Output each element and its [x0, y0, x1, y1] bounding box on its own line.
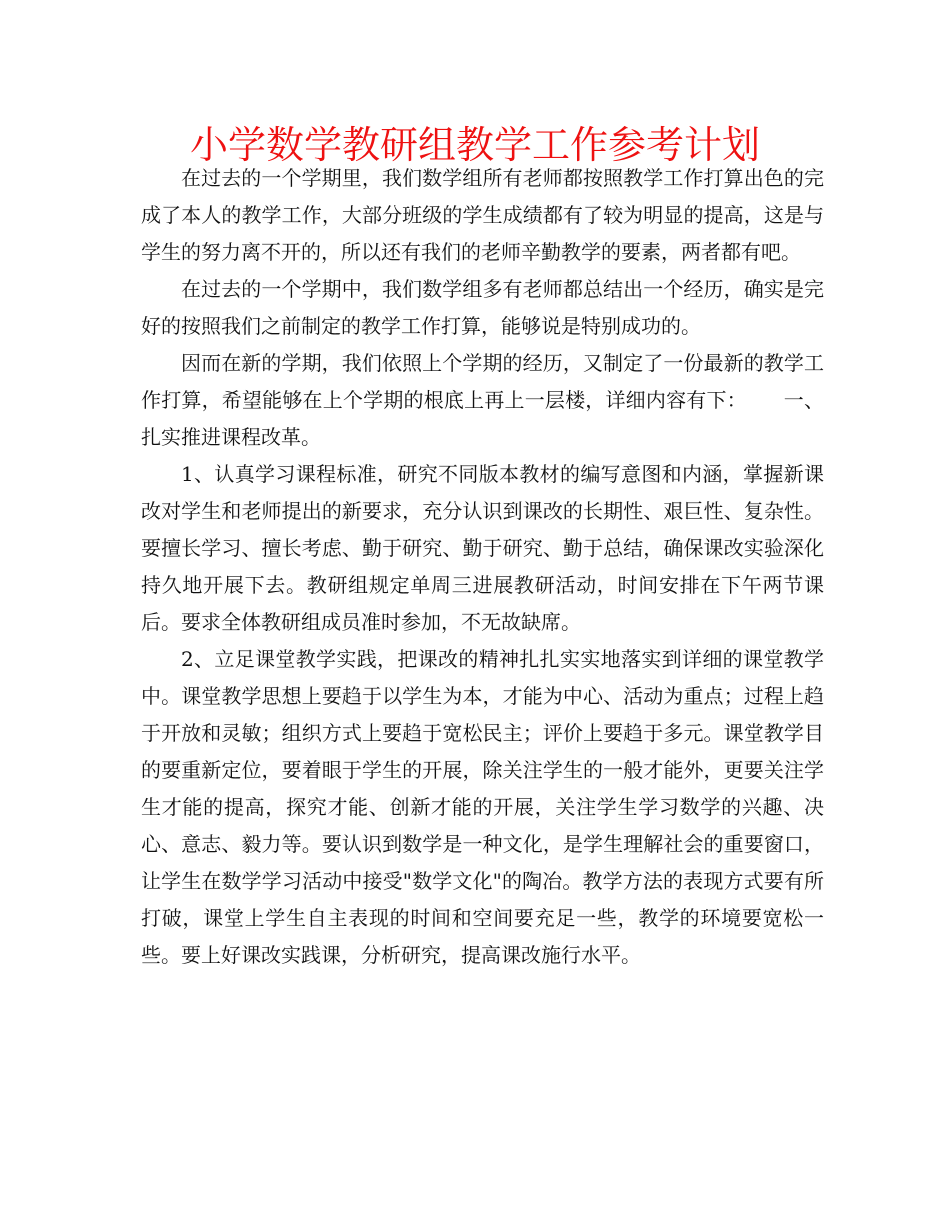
paragraph: 2、立足课堂教学实践，把课改的精神扎扎实实地落实到详细的课堂教学中。课堂教学思想上要趋于以学生为本，才能为中心、活动为重点；过程上趋于开放和灵敏；组织方式上要趋于宽松民主；评价上要趋于多元。课堂教学目的要重新定位，要着眼于学生的开展，除关注学生的一般才能外，更要关注学生才能的提高，探究才能、创新才能的开展，关注学生学习数学的兴趣、决心、意志、毅力等。要认识到数学是一种文化，是学生理解社会的重要窗口，让学生在数学学习活动中接受"数学文化"的陶冶。教学方法的表现方式要有所打破，课堂上学生自主表现的时间和空间要充足一些，教学的环境要宽松一些。要上好课改实践课，分析研究，提高课改施行水平。 — [141, 647, 824, 967]
paragraph: 在过去的一个学期中，我们数学组多有老师都总结出一个经历，确实是完好的按照我们之前制定的教学工作打算，能够说是特别成功的。 — [141, 277, 824, 338]
paragraph: 因而在新的学期，我们依照上个学期的经历，又制定了一份最新的教学工作打算，希望能够在上个学期的根底上再上一层楼，详细内容有下： 一、扎实推进课程改革。 — [141, 351, 824, 449]
document-title: 小学数学教研组教学工作参考计划 — [189, 123, 760, 167]
paragraph: 1、认真学习课程标准，研究不同版本教材的编写意图和内涵，掌握新课改对学生和老师提出的新要求，充分认识到课改的长期性、艰巨性、复杂性。要擅长学习、擅长考虑、勤于研究、勤于研究、勤于总结，确保课改实验深化持久地开展下去。教研组规定单周三进展教研活动，时间安排在下午两节课后。要求全体教研组成员准时参加，不无故缺席。 — [141, 462, 824, 634]
document-body — [141, 160, 824, 974]
paragraph: 在过去的一个学期里，我们数学组所有老师都按照教学工作打算出色的完成了本人的教学工作，大部分班级的学生成绩都有了较为明显的提高，这是与学生的努力离不开的，所以还有我们的老师辛勤教学的要素，两者都有吧。 — [141, 166, 824, 264]
